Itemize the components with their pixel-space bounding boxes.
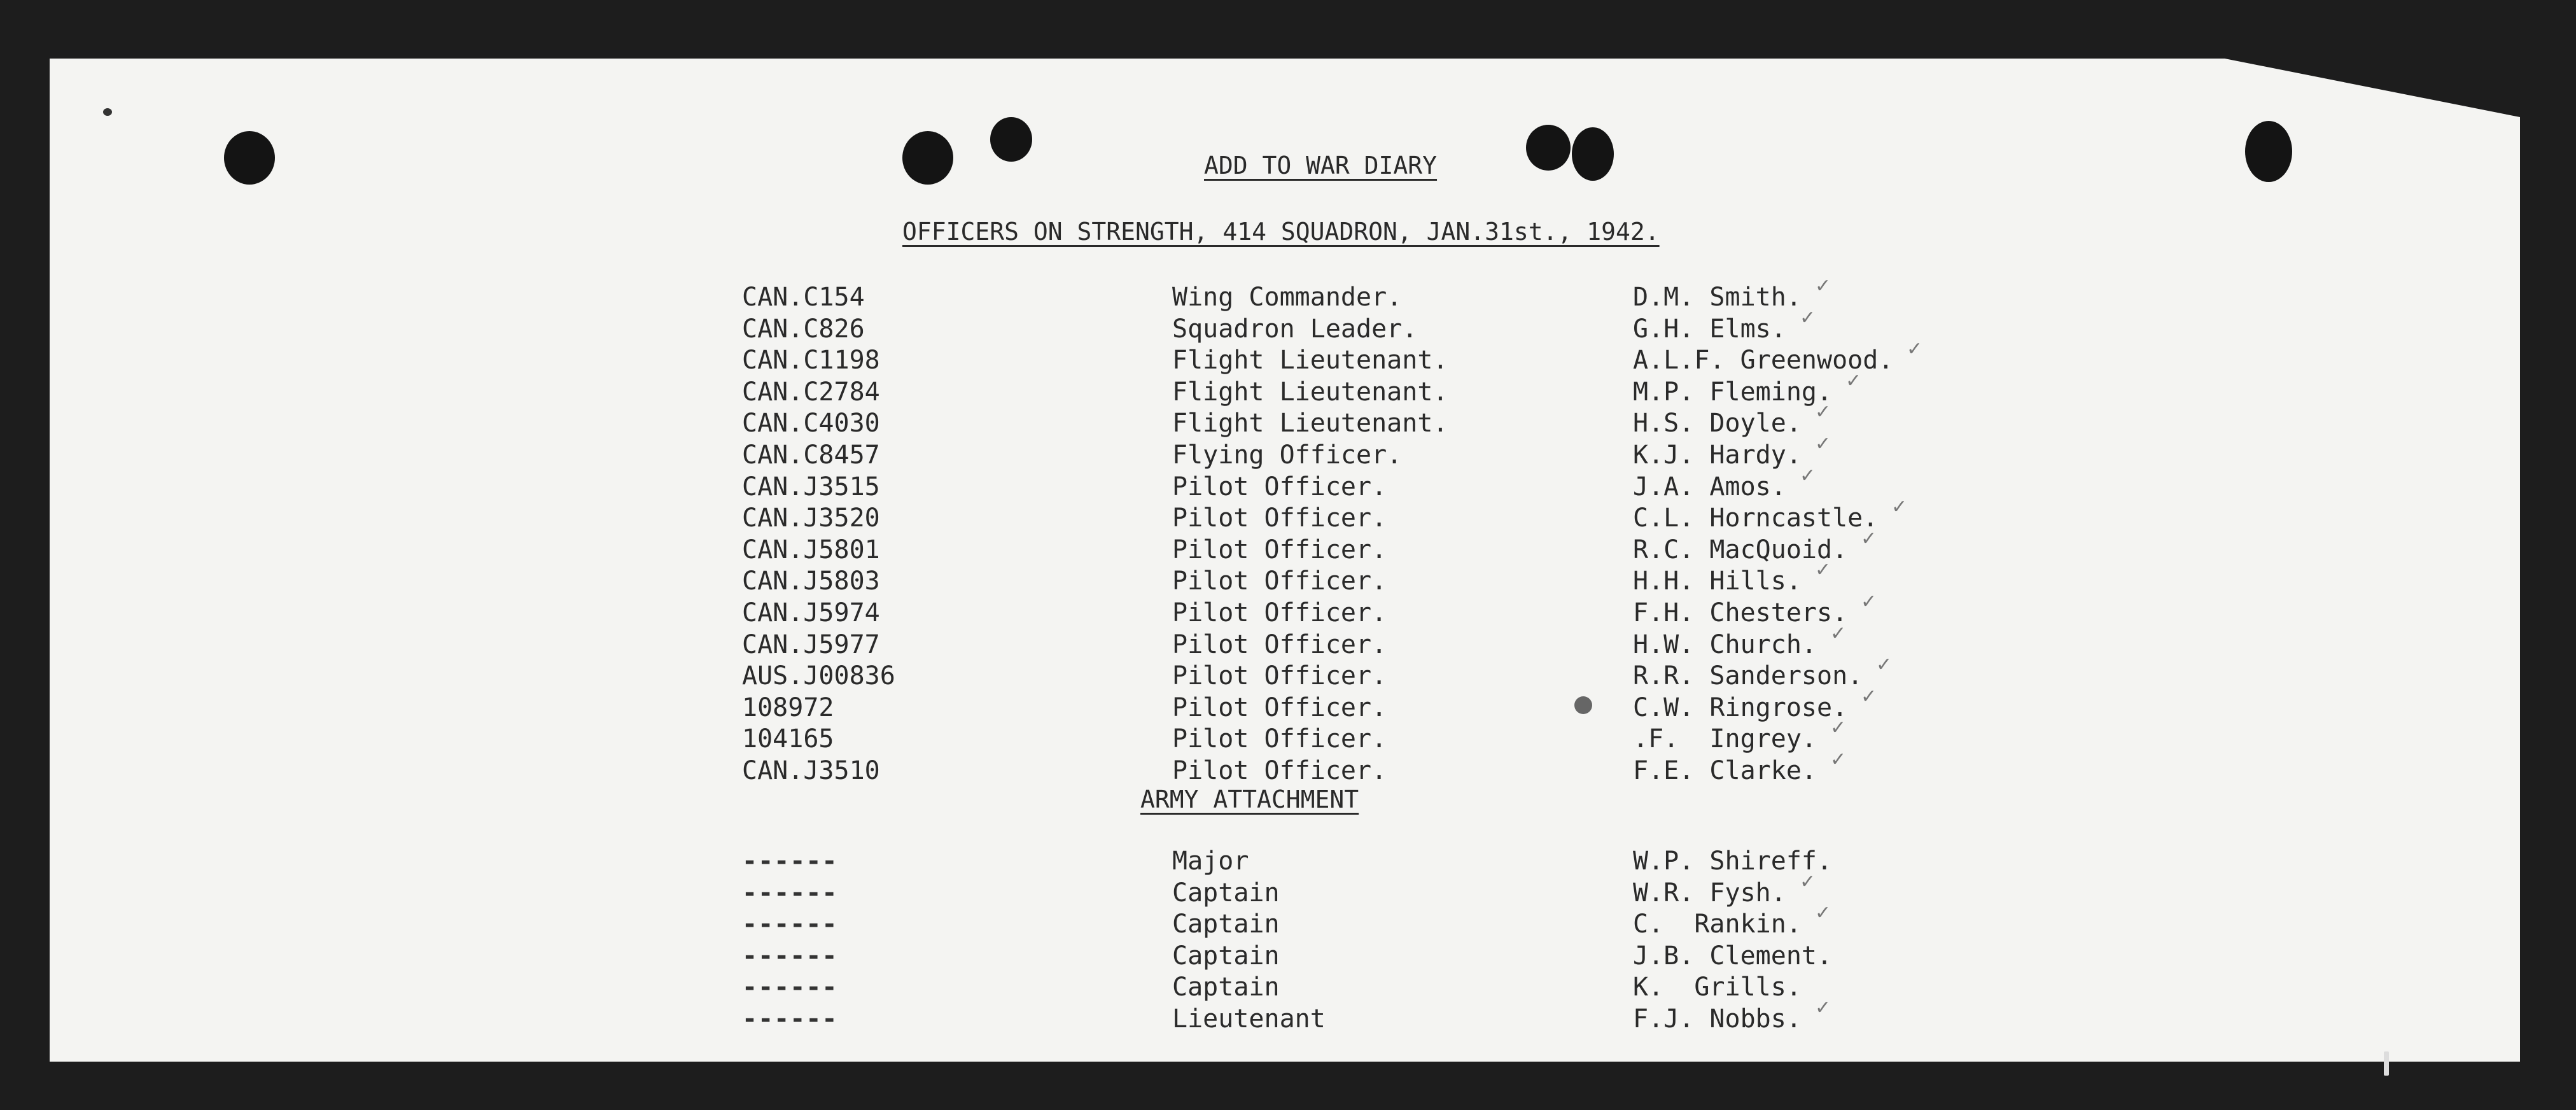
check-mark-icon: ✓ [1830, 717, 1847, 740]
check-mark-icon: ✓ [1815, 902, 1831, 925]
rank: Pilot Officer. [1172, 629, 1387, 659]
officer-name: R.R. Sanderson. [1633, 661, 1863, 691]
officer-name: R.C. MacQuoid. [1633, 535, 1848, 565]
service-number: CAN.J5801 [742, 535, 880, 565]
check-mark-icon: ✓ [1815, 433, 1831, 455]
officer-name: F.H. Chesters. [1633, 598, 1848, 628]
check-mark-icon: ✓ [1800, 870, 1816, 893]
check-mark-icon: ✓ [1907, 338, 1923, 361]
service-number: CAN.J5803 [742, 566, 880, 596]
officer-name: C. Rankin. [1633, 910, 1802, 939]
officer-name: D.M. Smith. [1633, 283, 1802, 312]
rank: Captain [1172, 910, 1280, 939]
rank: Captain [1172, 973, 1280, 1002]
punch-hole [1526, 125, 1571, 171]
officer-name: J.A. Amos. [1633, 472, 1786, 502]
rank: Pilot Officer. [1172, 756, 1387, 785]
officer-name: G.H. Elms. [1633, 314, 1786, 344]
rank: Pilot Officer. [1172, 535, 1387, 565]
service-number: CAN.J3515 [742, 472, 880, 502]
section-heading-army: ARMY ATTACHMENT [1140, 785, 1359, 813]
officer-name: H.S. Doyle. [1633, 409, 1802, 439]
rank: Pilot Officer. [1172, 724, 1387, 754]
rank: Flight Lieutenant. [1172, 377, 1448, 407]
service-number: CAN.C1198 [742, 346, 880, 376]
officer-name: J.B. Clement. [1633, 941, 1833, 971]
check-mark-icon: ✓ [1891, 496, 1908, 519]
check-mark-icon: ✓ [1815, 559, 1831, 582]
rank: Pilot Officer. [1172, 472, 1387, 502]
service-number: ------ [742, 941, 838, 971]
service-number: CAN.C4030 [742, 409, 880, 439]
rank: Flight Lieutenant. [1172, 346, 1448, 376]
punch-hole [2245, 121, 2292, 182]
service-number: ------ [742, 1004, 838, 1034]
rank: Squadron Leader. [1172, 314, 1418, 344]
punch-hole [902, 131, 953, 185]
check-mark-icon: ✓ [1861, 685, 1877, 708]
ink-speck [2384, 1051, 2389, 1076]
officer-name: C.W. Ringrose. [1633, 692, 1848, 722]
officer-name: W.P. Shireff. [1633, 847, 1833, 876]
rank: Captain [1172, 878, 1280, 908]
check-mark-icon: ✓ [1815, 997, 1831, 1019]
officer-name: H.H. Hills. [1633, 566, 1802, 596]
check-mark-icon: ✓ [1800, 306, 1816, 329]
service-number: CAN.C826 [742, 314, 865, 344]
officer-name: A.L.F. Greenwood. [1633, 346, 1894, 376]
service-number: CAN.J5974 [742, 598, 880, 628]
service-number: 108972 [742, 692, 834, 722]
check-mark-icon: ✓ [1815, 275, 1831, 297]
check-mark-icon: ✓ [1815, 401, 1831, 424]
rank: Flight Lieutenant. [1172, 409, 1448, 439]
rank: Major [1172, 847, 1249, 876]
officer-name: F.J. Nobbs. [1633, 1004, 1802, 1034]
rank: Flying Officer. [1172, 440, 1403, 470]
ink-speck [1574, 696, 1592, 714]
officer-name: M.P. Fleming. [1633, 377, 1833, 407]
document-title: ADD TO WAR DIARY [1204, 151, 1438, 179]
service-number: ------ [742, 973, 838, 1002]
rank: Pilot Officer. [1172, 661, 1387, 691]
check-mark-icon: ✓ [1830, 622, 1847, 645]
service-number: 104165 [742, 724, 834, 754]
check-mark-icon: ✓ [1845, 369, 1862, 392]
service-number: ------ [742, 910, 838, 939]
rank: Pilot Officer. [1172, 503, 1387, 533]
rank: Pilot Officer. [1172, 692, 1387, 722]
check-mark-icon: ✓ [1876, 654, 1893, 677]
service-number: AUS.J00836 [742, 661, 895, 691]
punch-hole [1572, 127, 1614, 181]
service-number: ------ [742, 878, 838, 908]
punch-hole [224, 131, 275, 185]
officer-name: W.R. Fysh. [1633, 878, 1786, 908]
service-number: ------ [742, 847, 838, 876]
rank: Wing Commander. [1172, 283, 1403, 312]
rank: Pilot Officer. [1172, 598, 1387, 628]
service-number: CAN.C2784 [742, 377, 880, 407]
officer-name: F.E. Clarke. [1633, 756, 1817, 785]
document-subtitle: OFFICERS ON STRENGTH, 414 SQUADRON, JAN.31st., 1942. [902, 218, 1660, 246]
check-mark-icon: ✓ [1830, 748, 1847, 771]
officer-name: H.W. Church. [1633, 629, 1817, 659]
officer-name: C.L. Horncastle. [1633, 503, 1879, 533]
check-mark-icon: ✓ [1861, 527, 1877, 550]
rank: Captain [1172, 941, 1280, 971]
ink-speck [103, 108, 112, 116]
service-number: CAN.C154 [742, 283, 865, 312]
service-number: CAN.J3520 [742, 503, 880, 533]
officer-name: K.J. Hardy. [1633, 440, 1802, 470]
officer-name: .F. Ingrey. [1633, 724, 1817, 754]
service-number: CAN.J5977 [742, 629, 880, 659]
rank: Lieutenant [1172, 1004, 1326, 1034]
check-mark-icon: ✓ [1861, 591, 1877, 613]
rank: Pilot Officer. [1172, 566, 1387, 596]
check-mark-icon: ✓ [1800, 464, 1816, 487]
punch-hole [990, 117, 1032, 162]
service-number: CAN.J3510 [742, 756, 880, 785]
officer-name: K. Grills. [1633, 973, 1802, 1002]
service-number: CAN.C8457 [742, 440, 880, 470]
